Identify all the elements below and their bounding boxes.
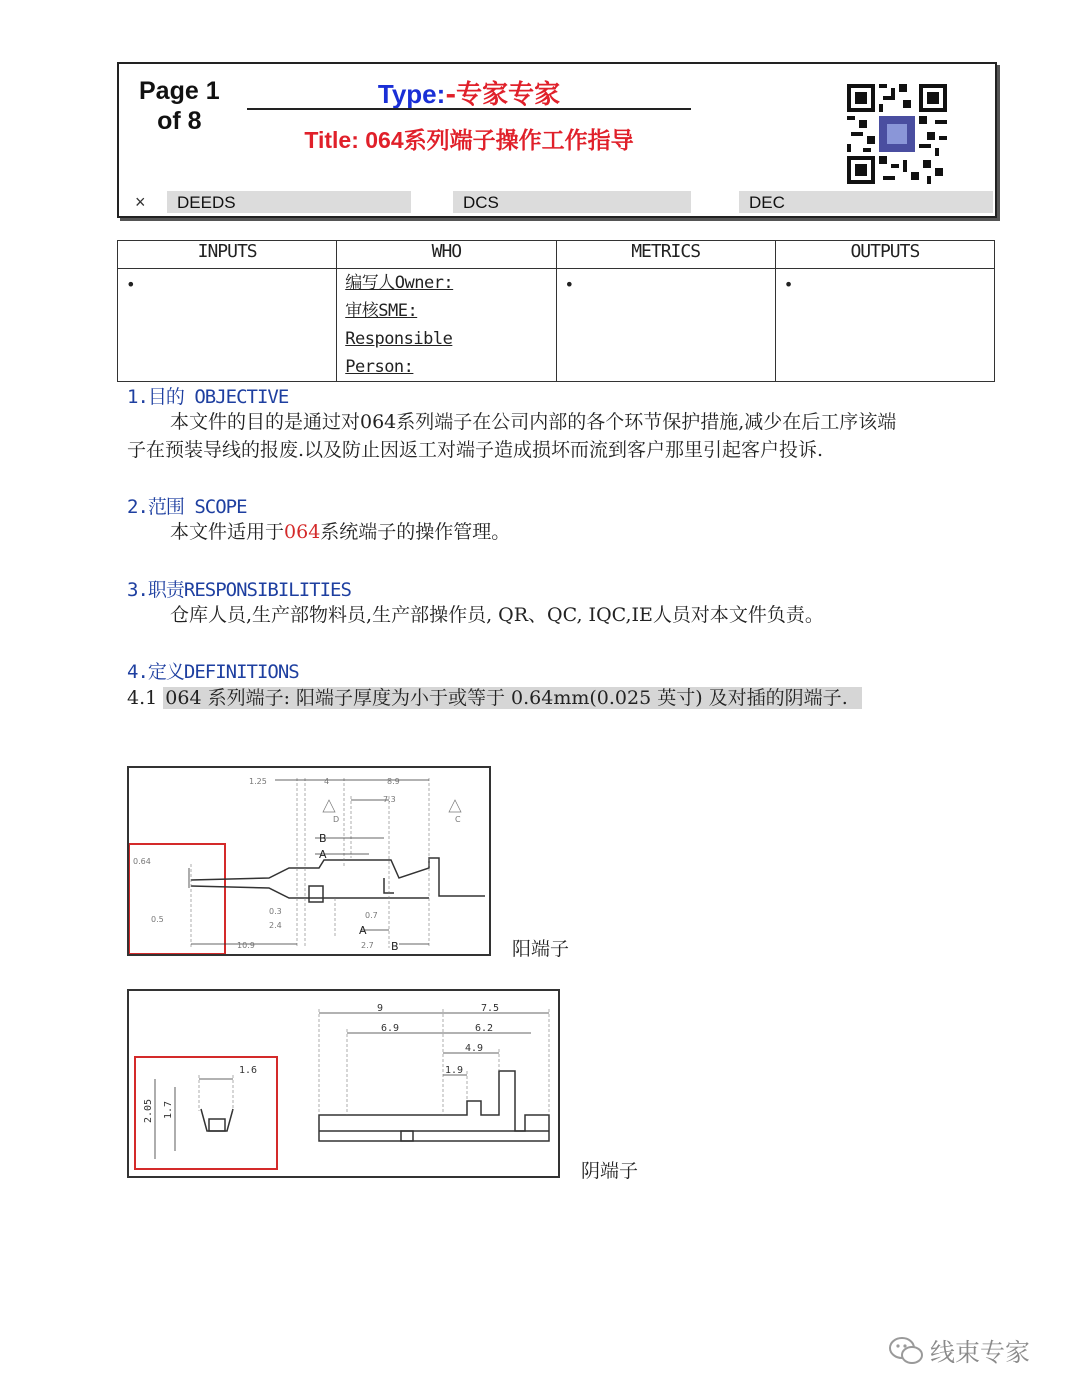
header-divider [247, 108, 691, 110]
page-number-line2: of 8 [157, 107, 202, 135]
section-responsibilities-heading: 3.职责RESPONSIBILITIES [127, 579, 351, 601]
who-sme: 审核SME: [345, 301, 418, 321]
bullet: • [783, 275, 794, 294]
female-dim-1-6: 1.6 [239, 1065, 258, 1076]
header-who: WHO [337, 241, 556, 269]
responsibilities-text: 仓库人员,生产部物料员,生产部操作员, QR、QC, IQC,IE人员对本文件负责。 [170, 604, 824, 626]
male-dim-2: 4 [324, 777, 330, 786]
male-datum-d: D [333, 815, 340, 824]
document-header [117, 62, 997, 218]
who-person: Person: [345, 357, 414, 377]
female-dim-1-7: 1.7 [163, 1100, 174, 1119]
page-number-line1: Page 1 [139, 77, 220, 105]
male-terminal-drawing [127, 766, 491, 956]
cell-inputs [118, 269, 337, 382]
scope-text-after: 系统端子的操作管理。 [320, 521, 511, 543]
dec-bar: DEC [739, 191, 993, 213]
title-label: Title [304, 127, 352, 153]
document-type [247, 74, 691, 111]
male-dim-7: 0.3 [269, 907, 282, 916]
definition-text: 064 系列端子: 阳端子厚度为小于或等于 0.64mm(0.025 英寸) 及对插的阴端子. [163, 687, 861, 709]
female-dim-1-9: 1.9 [445, 1065, 464, 1076]
section-definitions-heading: 4.定义DEFINITIONS [127, 661, 299, 683]
male-dim-9: 0.7 [365, 911, 378, 920]
io-table [117, 240, 995, 382]
bullet: • [564, 275, 575, 294]
female-terminal-drawing [127, 989, 560, 1178]
female-dim-6-9: 6.9 [381, 1023, 400, 1034]
male-terminal-caption: 阳端子 [512, 938, 570, 960]
close-icon: × [135, 192, 146, 212]
scope-text-highlight: 064 [284, 521, 321, 543]
wechat-icon [888, 1336, 924, 1366]
header-metrics: METRICS [556, 241, 775, 269]
definition-number: 4.1 [127, 687, 164, 709]
deeds-bar: DEEDS [167, 191, 411, 213]
type-label: Type: [377, 79, 446, 109]
section-objective-heading: 1.目的 OBJECTIVE [127, 386, 289, 408]
cell-who [337, 269, 556, 382]
female-dim-4-9: 4.9 [465, 1043, 484, 1054]
cell-metrics [556, 269, 775, 382]
header-outputs: OUTPUTS [775, 241, 994, 269]
male-section-b: B [319, 832, 327, 845]
male-section-a: A [319, 848, 327, 861]
section-scope-heading: 2.范围 SCOPE [127, 496, 247, 518]
watermark-text: 线束专家 [930, 1338, 1031, 1367]
dcs-bar: DCS [453, 191, 691, 213]
male-dim-1: 1.25 [249, 777, 267, 786]
who-owner: 编写人Owner: [345, 273, 454, 293]
male-section-b-bottom: B [391, 940, 399, 953]
male-section-a-bottom: A [359, 924, 367, 937]
page-number [139, 76, 220, 136]
who-responsible: Responsible [345, 329, 453, 349]
title-value: : 064系列端子操作工作指导 [351, 127, 634, 153]
type-value: -专家专家 [445, 80, 561, 110]
male-dim-8: 2.4 [269, 921, 282, 930]
male-dim-10: 2.7 [361, 941, 374, 950]
datum-triangle-d [323, 800, 335, 812]
table-header-row [118, 241, 995, 269]
male-datum-c: C [455, 815, 461, 824]
qr-code [847, 84, 947, 184]
cell-outputs [775, 269, 994, 382]
female-dim-7-5: 7.5 [481, 1003, 500, 1014]
objective-line2: 子在预装导线的报废.以及防止因返工对端子造成损坏而流到客户那里引起客户投诉. [127, 439, 824, 461]
male-dim-4: 7.3 [383, 795, 396, 804]
document-title [247, 122, 691, 155]
header-inputs: INPUTS [118, 241, 337, 269]
female-dim-6-2: 6.2 [475, 1023, 494, 1034]
male-dim-3: 8.9 [387, 777, 400, 786]
scope-text-before: 本文件适用于 [170, 521, 285, 543]
female-terminal-caption: 阴端子 [581, 1160, 639, 1182]
male-dim-11: 10.9 [237, 941, 255, 950]
datum-triangle-c [449, 800, 461, 812]
female-dim-2-05: 2.05 [143, 1098, 154, 1123]
objective-line1: 本文件的目的是通过对064系列端子在公司内部的各个环节保护措施,减少在后工序该端 [170, 411, 897, 433]
definition-4-1 [127, 684, 862, 712]
male-dim-5: 0.64 [133, 857, 151, 866]
female-dim-9: 9 [377, 1003, 384, 1014]
table-row [118, 269, 995, 382]
scope-text [170, 518, 510, 546]
bullet: • [126, 275, 136, 294]
male-dim-6: 0.5 [151, 915, 164, 924]
